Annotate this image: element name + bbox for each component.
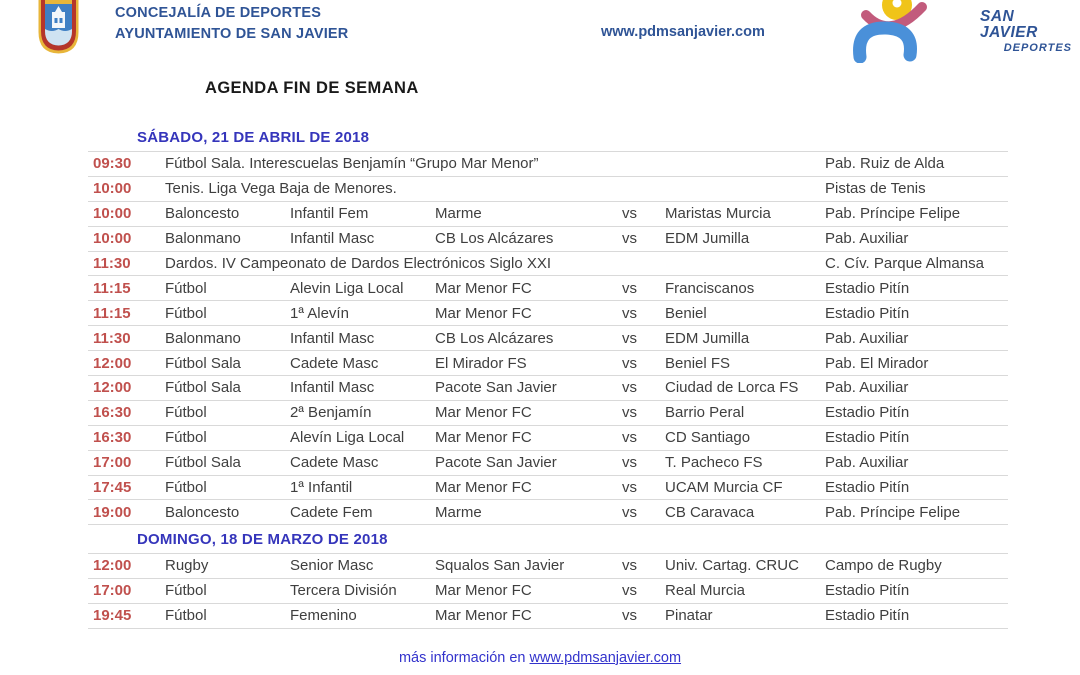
event-time: 10:00 [93,230,132,248]
event-time: 09:30 [93,155,132,173]
event-away-team: EDM Jumilla [665,329,750,347]
vs-label: vs [622,404,637,422]
event-category: Femenino [290,607,357,625]
event-category: Infantil Fem [290,205,369,223]
event-sport: Baloncesto [165,205,240,223]
organization-line1: CONCEJALÍA DE DEPORTES [115,5,322,21]
event-description: Tenis. Liga Vega Baja de Menores. [165,180,397,198]
event-home-team: Pacote San Javier [435,379,557,397]
event-category: Senior Masc [290,557,374,575]
event-category: Infantil Masc [290,379,375,397]
vs-label: vs [622,354,637,372]
event-away-team: T. Pacheco FS [665,454,763,472]
event-venue: Pab. Auxiliar [825,454,909,472]
event-time: 12:00 [93,379,132,397]
vs-label: vs [622,429,637,447]
event-home-team: Marme [435,503,482,521]
event-row [88,425,1008,450]
event-row [88,251,1008,276]
vs-label: vs [622,379,637,397]
event-away-team: Beniel [665,304,707,322]
event-venue: Pab. Príncipe Felipe [825,205,961,223]
event-category: Cadete Fem [290,503,373,521]
event-category: Infantil Masc [290,329,375,347]
event-category: 1ª Infantil [290,479,353,497]
event-sport: Fútbol [165,582,207,600]
organization-title [115,3,348,45]
event-category: Infantil Masc [290,230,375,248]
town-crest-icon [38,0,79,59]
vs-label: vs [622,582,637,600]
vs-label: vs [622,205,637,223]
event-home-team: Mar Menor FC [435,304,532,322]
vs-label: vs [622,503,637,521]
event-venue: Estadio Pitín [825,607,910,625]
event-row [88,475,1008,500]
vs-label: vs [622,304,637,322]
event-venue: Estadio Pitín [825,404,910,422]
event-category: Cadete Masc [290,354,379,372]
event-row [88,603,1008,628]
event-venue: Estadio Pitín [825,582,910,600]
event-away-team: UCAM Murcia CF [665,479,783,497]
event-away-team: Franciscanos [665,279,755,297]
event-row [88,553,1008,578]
event-venue: Estadio Pitín [825,429,910,447]
event-venue: C. Cív. Parque Almansa [825,255,984,272]
event-venue: Estadio Pitín [825,479,910,497]
event-category: Alevín Liga Local [290,429,405,447]
event-venue: Pab. Auxiliar [825,329,909,347]
sunday-section [88,531,1008,629]
event-away-team: Beniel FS [665,354,731,372]
event-sport: Fútbol [165,607,207,625]
event-away-team: Univ. Cartag. CRUC [665,557,799,575]
event-sport: Fútbol Sala [165,379,241,397]
event-away-team: Ciudad de Lorca FS [665,379,799,397]
event-row [88,300,1008,325]
event-time: 17:00 [93,454,132,472]
deportes-figure-icon [842,0,942,68]
event-home-team: Pacote San Javier [435,454,557,472]
event-row [88,375,1008,400]
event-time: 11:15 [93,279,131,297]
event-row [88,201,1008,226]
footer-text: más información en [398,650,530,666]
event-row [88,350,1008,375]
event-venue: Pab. Auxiliar [825,379,909,397]
event-time: 16:30 [93,404,132,422]
event-time: 17:00 [93,582,132,600]
event-category: Tercera División [290,582,397,600]
event-home-team: CB Los Alcázares [435,230,554,248]
event-time: 16:30 [93,429,132,447]
event-row [88,450,1008,475]
event-sport: Fútbol [165,304,207,322]
organization-line2: AYUNTAMIENTO DE SAN JAVIER [115,26,349,42]
saturday-heading: SÁBADO, 21 DE ABRIL DE 2018 [137,129,370,146]
event-time: 19:00 [93,503,132,521]
event-home-team: El Mirador FS [435,354,527,372]
event-time: 11:30 [93,255,131,272]
event-row [88,578,1008,603]
event-venue: Estadio Pitín [825,304,910,322]
footer-website-link[interactable]: www.pdmsanjavier.com [529,650,682,666]
event-sport: Fútbol [165,279,207,297]
vs-label: vs [622,454,637,472]
event-row [88,499,1008,524]
event-venue: Pab. El Mirador [825,354,929,372]
event-home-team: Mar Menor FC [435,404,532,422]
event-away-team: Pinatar [665,607,713,625]
logo-wordmark [980,9,1072,54]
saturday-events-table [88,151,1008,525]
event-home-team: Mar Menor FC [435,479,532,497]
event-row [88,176,1008,201]
event-venue: Campo de Rugby [825,557,942,575]
event-away-team: EDM Jumilla [665,230,750,248]
footer [0,650,1080,666]
event-away-team: CB Caravaca [665,503,755,521]
vs-label: vs [622,329,637,347]
vs-label: vs [622,479,637,497]
event-time: 10:00 [93,180,132,198]
sunday-heading: DOMINGO, 18 DE MARZO DE 2018 [137,531,388,548]
website-link[interactable]: www.pdmsanjavier.com [601,24,765,40]
event-home-team: Mar Menor FC [435,279,532,297]
event-sport: Balonmano [165,230,241,248]
event-sport: Fútbol [165,479,207,497]
logo-wordmark-line2: DEPORTES [1003,42,1072,54]
event-sport: Balonmano [165,329,241,347]
event-row [88,275,1008,300]
event-description: Dardos. IV Campeonato de Dardos Electrónicos Siglo XXI [165,255,552,272]
vs-label: vs [622,557,637,575]
event-away-team: Maristas Murcia [665,205,771,223]
event-sport: Fútbol Sala [165,354,241,372]
event-category: 1ª Alevín [290,304,349,322]
event-sport: Rugby [165,557,209,575]
page-title: AGENDA FIN DE SEMANA [205,79,419,97]
vs-label: vs [622,607,637,625]
event-row [88,226,1008,251]
event-venue: Estadio Pitín [825,279,910,297]
event-time: 10:00 [93,205,132,223]
event-sport: Fútbol Sala [165,454,241,472]
event-away-team: Barrio Peral [665,404,745,422]
event-time: 11:30 [93,329,131,347]
event-time: 19:45 [93,607,132,625]
event-sport: Baloncesto [165,503,240,521]
logo-wordmark-line1: SAN JAVIER [980,8,1038,41]
sunday-events-table [88,553,1008,629]
event-venue: Pistas de Tenis [825,180,926,198]
event-time: 11:15 [93,304,131,322]
event-away-team: Real Murcia [665,582,746,600]
event-home-team: CB Los Alcázares [435,329,554,347]
event-time: 17:45 [93,479,132,497]
event-home-team: Mar Menor FC [435,429,532,447]
event-venue: Pab. Príncipe Felipe [825,503,961,521]
event-sport: Fútbol [165,429,207,447]
saturday-section [88,129,1008,525]
event-home-team: Squalos San Javier [435,557,565,575]
event-category: 2ª Benjamín [290,404,372,422]
event-category: Alevin Liga Local [290,279,404,297]
event-row [88,400,1008,425]
vs-label: vs [622,279,637,297]
event-row [88,151,1008,176]
event-time: 12:00 [93,354,132,372]
event-sport: Fútbol [165,404,207,422]
event-description: Fútbol Sala. Interescuelas Benjamín “Grupo Mar Menor” [165,155,539,173]
event-home-team: Marme [435,205,482,223]
event-time: 12:00 [93,557,132,575]
event-venue: Pab. Ruiz de Alda [825,155,945,173]
event-category: Cadete Masc [290,454,379,472]
event-away-team: CD Santiago [665,429,751,447]
event-row [88,325,1008,350]
event-home-team: Mar Menor FC [435,582,532,600]
event-home-team: Mar Menor FC [435,607,532,625]
vs-label: vs [622,230,637,248]
event-venue: Pab. Auxiliar [825,230,909,248]
